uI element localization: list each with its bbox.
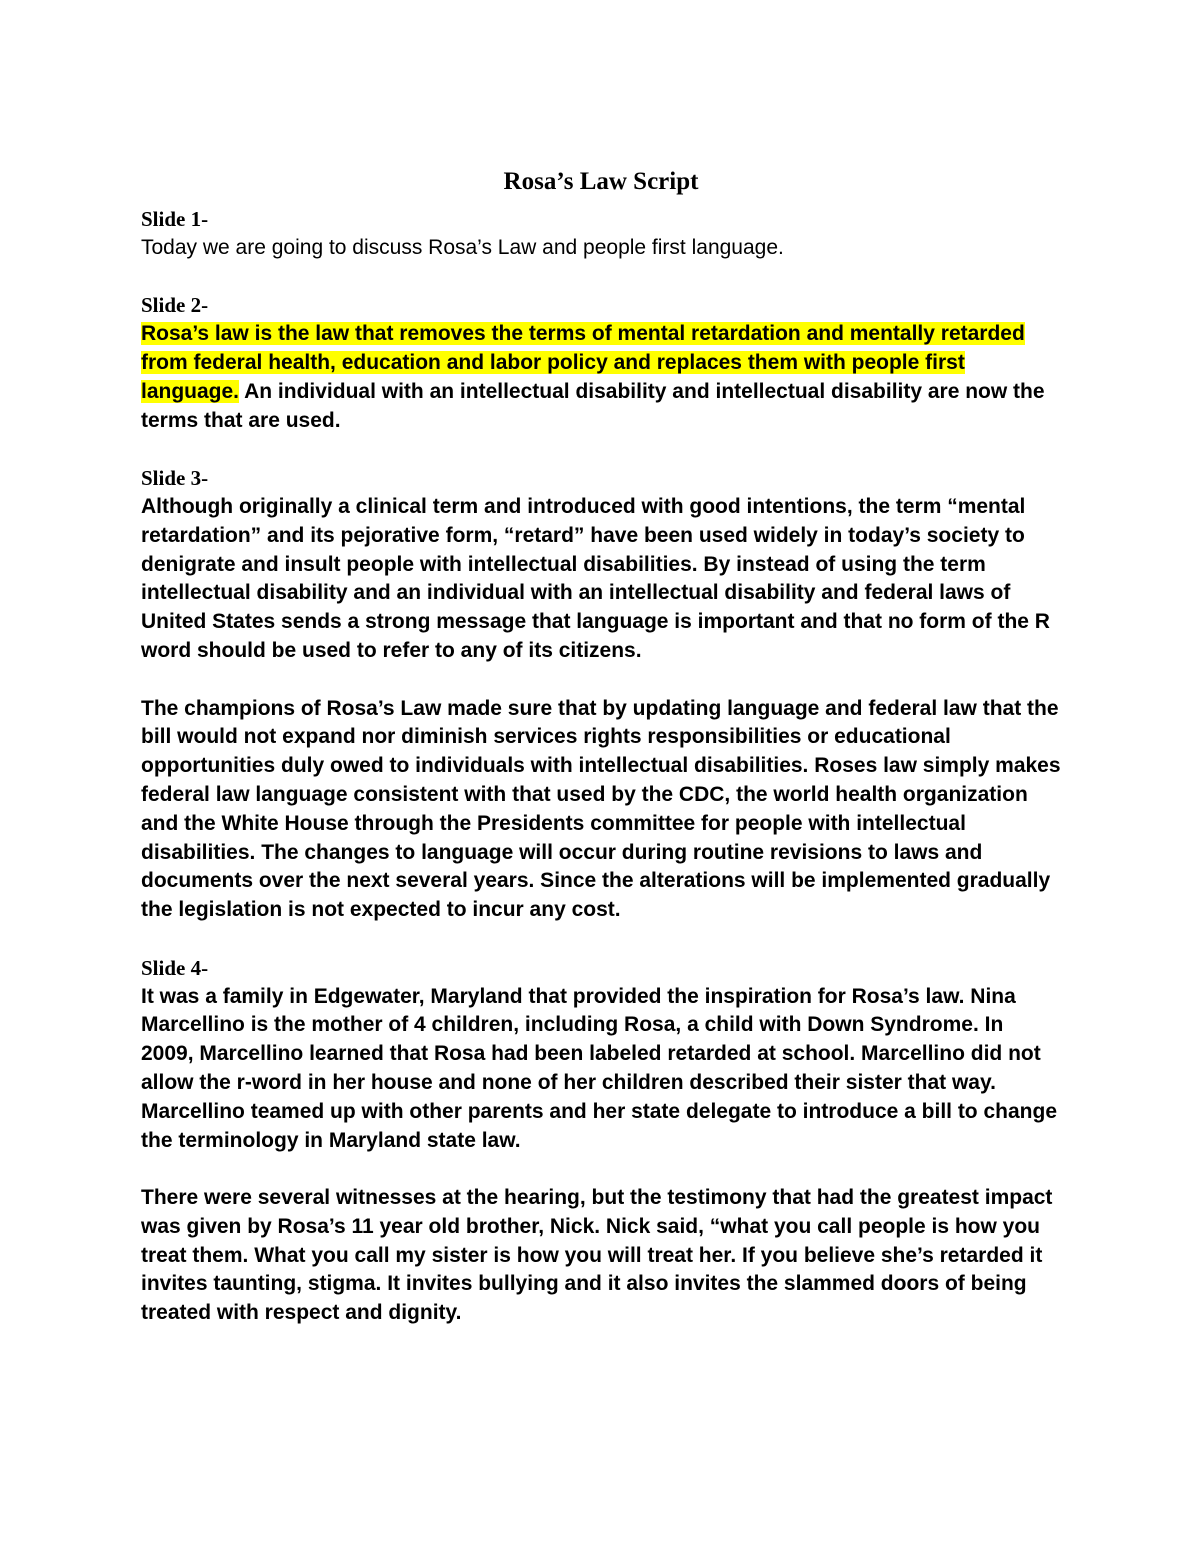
slide-3-heading: Slide 3- — [141, 466, 209, 491]
slide-1-heading: Slide 1- — [141, 207, 209, 231]
slide-4-paragraph-2 — [141, 1184, 1061, 1328]
slide-4-paragraph-2-text: There were several witnesses at the hearing, but the testimony that had the greatest impact was given by Rosa’s 11 year old brother, Nick. Nick said, “what you call people is how you treat them. What you call my sister is how you will treat her. If you believe she’s retarded it invites taunting, stigma. It invites bullying and it also invites the slammed doors of being treated with respect and dignity. — [141, 1186, 1053, 1325]
slide-3-paragraph-2 — [141, 695, 1061, 925]
document-body — [141, 165, 1061, 1357]
highlighted-text: Rosa’s law is the law that removes the terms of mental retardation and mentally retarded from federal health, education and labor policy and replaces them with people first language. — [141, 322, 1025, 403]
section-slide-2 — [141, 291, 1061, 435]
slide-2-paragraph-text: An individual with an intellectual disability and intellectual disability are now the terms that are used. — [141, 379, 1045, 432]
slide-4-heading: Slide 4- — [141, 955, 209, 980]
slide-3-paragraph-1 — [141, 493, 1061, 666]
slide-4-paragraph-1-text: It was a family in Edgewater, Maryland that provided the inspiration for Rosa’s law. Nina Marcellino is the mother of 4 children, including Rosa, a child with Down Syndrome. In 2009, Marcellino learned that Rosa had been labeled retarded at school. Marcellino did not allow the r-word in her house and none of her children described their sister that way. Marcellino teamed up with other parents and her state delegate to introduce a bill to change the terminology in Maryland state law. — [141, 984, 1057, 1152]
section-slide-3 — [141, 464, 1061, 925]
slide-1-paragraph-text: Today we are going to discuss Rosa’s Law and people first language. — [141, 235, 784, 259]
slide-4-paragraph-1 — [141, 983, 1061, 1156]
document-title: Rosa’s Law Script — [503, 168, 699, 195]
slide-1-paragraph — [141, 234, 1061, 263]
slide-3-paragraph-2-text: The champions of Rosa’s Law made sure that by updating language and federal law that the bill would not expand nor diminish services rights responsibilities or educational opportunities duly owed to individuals with intellectual disabilities. Roses law simply makes federal law language consistent with that used by the CDC, the world health organization and the White House through the Presidents committee for people with intellectual disabilities. The changes to language will occur during routine revisions to laws and documents over the next several years. Since the alterations will be implemented gradually the legislation is not expected to incur any cost. — [141, 696, 1061, 922]
slide-2-heading: Slide 2- — [141, 293, 209, 318]
section-slide-1 — [141, 205, 1061, 263]
section-slide-4 — [141, 954, 1061, 1328]
slide-3-paragraph-1-text: Although originally a clinical term and introduced with good intentions, the term “mental retardation” and its pejorative form, “retard” have been used widely in today’s society to denigrate and insult people with intellectual disabilities. By instead of using the term intellectual disability and an individual with an intellectual disability and federal laws of United States sends a strong message that language is important and that no form of the R word should be used to refer to any of its citizens. — [141, 494, 1050, 662]
slide-2-paragraph — [141, 320, 1061, 435]
